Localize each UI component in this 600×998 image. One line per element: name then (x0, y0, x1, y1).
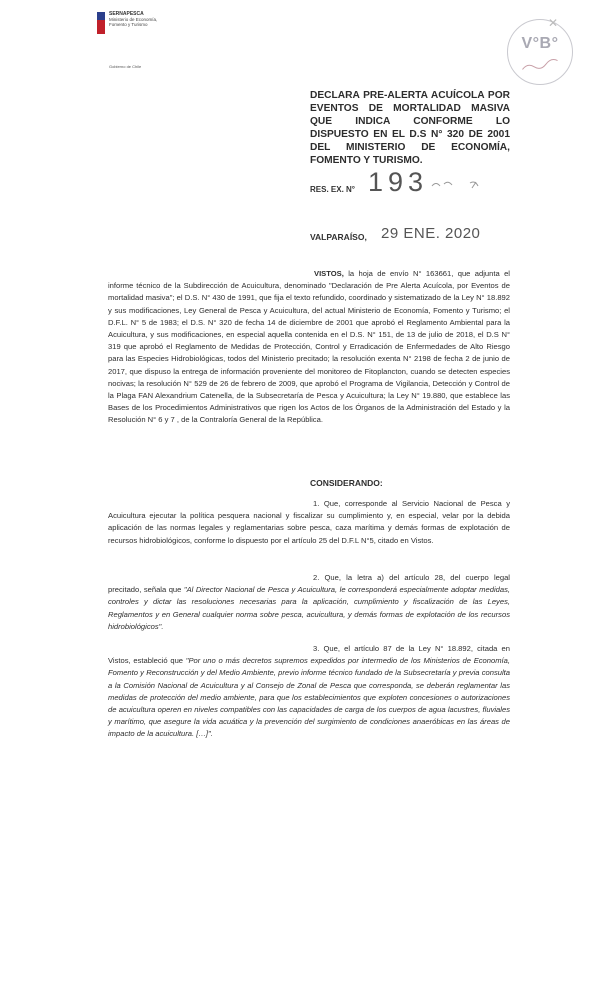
considerando-heading: CONSIDERANDO: (310, 478, 383, 488)
chile-flag-icon (97, 12, 105, 34)
logo-government: Gobierno de Chile (109, 64, 142, 69)
city-label: VALPARAÍSO, (310, 232, 367, 242)
paragraph-3-quote: "Por uno o más decretos supremos expedidos por intermedio de los Ministerios de Economía, Fomento y Reconstrucción y del Medio Ambiente, previo informe técnico fundado de la Subsecretaría y previa consulta a la Comisión Nacional de Acuicultura y al Consejo de Zonal de Pesca que corresponda, se deberán reglamentar las medidas de protección del medio ambiente, para que los establecimientos que exploten concesiones o autorizaciones de acuicultura operen en niveles compatibles con las capacidades de carga de los cuerpos de agua lacustres, fluviales y marítimo, que asegure la vida acuática y la prevención del surgimiento de condiciones anaeróbicas en las áreas de impacto de la acuicultura. […]". (108, 656, 510, 739)
considerando-paragraph-2 (108, 572, 510, 633)
resolution-label: RES. EX. N° (310, 185, 355, 194)
paragraph-3-intro: 3. Que, el artículo 87 de la Ley N° 18.892, citada en Vistos, estableció que (108, 644, 510, 666)
vistos-lead: VISTOS, (314, 269, 344, 278)
logo-org-lines: Ministerio de Economía, Fomento y Turismo (109, 17, 158, 28)
handwritten-mark-icon (430, 178, 480, 192)
paragraph-2-quote: "Al Director Nacional de Pesca y Acuicultura, le corresponderá especialmente adoptar medidas, controles y dictar las resoluciones necesarias para la aplicación, cumplimiento y fiscalización de las Leyes, Reglamentos y en General cualquier norma sobre pesca, acuicultura, y demás formas de explotación de los recursos hidrobiológicos". (108, 585, 510, 631)
sernapesca-logo (97, 12, 159, 82)
date-stamp: 29 ENE. 2020 (381, 225, 481, 242)
logo-text (109, 12, 161, 28)
considerando-paragraph-3 (108, 643, 510, 741)
paragraph-2-intro: 2. Que, la letra a) del artículo 28, del cuerpo legal precitado, señala que (108, 573, 510, 595)
stamp-mark-icon: ✕ (548, 16, 559, 30)
logo-org-title: SERNAPESCA (109, 11, 144, 17)
vistos-text: la hoja de envío N° 163661, que adjunta el informe técnico de la Subdirección de Acuicultura, denominado "Declaración de Pre Alerta Acuícola, por Eventos de mortalidad masiva"; el D.S. N° 430 de 1991, que fija el texto refundido, coordinado y sistematizado de la Ley N° 18.892 y sus modificaciones, Ley General de Pesca y Acuicultura, del actual Ministerio de Economía, Fomento y Turismo; el D.F.L. N° 5 de 1983; el D.S. N° 320 de fecha 14 de diciembre de 2001 que aprobó el Reglamento Ambiental para la Acuicultura, y sus modificaciones, en especial aquella contenida en el D.S. N° 151, de 13 de julio de 2018, el D.S N° 319 que aprobó el Reglamento de Medidas de Protección, Control y Erradicación de Enfermedades de Alto Riesgo para las Especies Hidrobiológicas, todos del Ministerio precitado; la resolución exenta N° 2198 de fecha 2 de junio de 2017, que dispuso la entrega de información proveniente del monitoreo de Fitoplancton, cuando se detecten especies nocivas; la resolución N° 529 de 26 de febrero de 2009, que aprobó el Programa de Vigilancia, Detección y Control de la Plaga FAN Alexandrium Catenella, de la Subsecretaría de Pesca y Acuicultura; la Ley N° 19.880, que establece las Bases de los Procedimientos Administrativos que rigen los Actos de los Órganos de la Administración del Estado y la Resolución N° 6 y 7 , de la Contraloría General de la República. (108, 269, 510, 425)
vistos-paragraph (108, 268, 510, 427)
resolution-title: DECLARA PRE-ALERTA ACUÍCOLA POR EVENTOS DE MORTALIDAD MASIVA QUE INDICA CONFORME LO DISPUESTO EN EL D.S N° 320 DE 2001 DEL MINISTERIO DE ECONOMÍA, FOMENTO Y TURISMO. (310, 90, 510, 166)
considerando-paragraph-1: 1. Que, corresponde al Servicio Nacional de Pesca y Acuicultura ejecutar la política pesquera nacional y fiscalizar su cumplimiento y, en especial, velar por la debida aplicación de las normas legales y reglamentarias sobre pesca, caza marítima y demás formas de explotación de recursos hidrobiológicos, conforme lo dispuesto por el artículo 25 del D.F.L N°5, citado en Vistos. (108, 499, 510, 545)
stamp-signature-icon (519, 57, 560, 72)
approval-stamp (507, 19, 573, 85)
stamp-label: V°B° (521, 35, 559, 52)
resolution-number: 193 (368, 167, 429, 197)
